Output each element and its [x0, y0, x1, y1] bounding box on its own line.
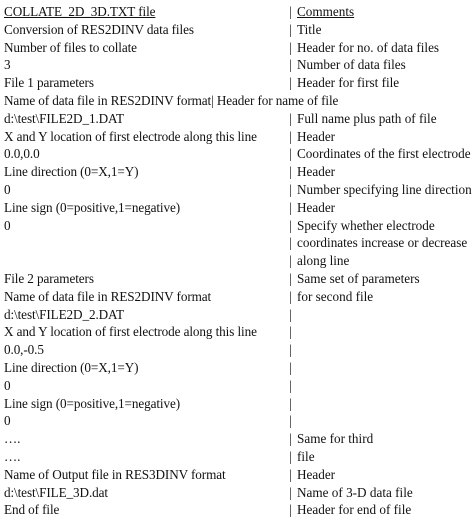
- column-separator: |: [289, 128, 292, 144]
- line-text: 0: [4, 413, 11, 429]
- line-text: ….: [4, 431, 21, 447]
- line-comment: Header for end of file: [297, 502, 412, 518]
- document-line: [4, 199, 472, 217]
- line-text: X and Y location of first electrode along this line: [4, 128, 257, 144]
- column-separator: |: [289, 395, 292, 411]
- column-separator: |: [289, 288, 292, 304]
- comments-heading: Comments: [297, 4, 355, 19]
- document-line: [4, 341, 472, 359]
- column-separator: |: [289, 342, 292, 358]
- line-text: Conversion of RES2DINV data files: [4, 21, 194, 37]
- line-text: X and Y location of first electrode along this line: [4, 324, 257, 340]
- document-page: [4, 3, 472, 519]
- column-separator: |: [289, 75, 292, 91]
- line-text: Name of data file in RES2DINV format: [4, 288, 212, 304]
- file-title: COLLATE_2D_3D.TXT file: [4, 4, 156, 19]
- column-separator: |: [289, 502, 292, 518]
- line-text: 0: [4, 377, 11, 393]
- document-line: [4, 145, 472, 163]
- line-comment: Header for first file: [297, 75, 400, 91]
- document-line: [4, 359, 472, 377]
- line-comment: file: [297, 448, 315, 464]
- column-separator: |: [289, 39, 292, 55]
- document-line: [4, 163, 472, 181]
- column-separator: |: [289, 484, 292, 500]
- document-line: [4, 39, 472, 57]
- document-line: [4, 484, 472, 502]
- line-comment: Same set of parameters: [297, 270, 420, 286]
- line-comment: along line: [297, 253, 350, 269]
- line-text: 0: [4, 217, 11, 233]
- line-comment: Title: [297, 21, 322, 37]
- line-comment: Header: [297, 466, 336, 482]
- column-separator: |: [289, 4, 292, 19]
- line-text: Line direction (0=X,1=Y): [4, 164, 139, 180]
- document-line: [4, 74, 472, 92]
- line-text: Line sign (0=positive,1=negative): [4, 395, 181, 411]
- line-comment: Number specifying line direction: [297, 181, 472, 197]
- line-text: 0.0,-0.5: [4, 342, 44, 358]
- document-line: [4, 92, 472, 110]
- column-separator: |: [289, 199, 292, 215]
- line-comment: Specify whether electrode: [297, 217, 435, 233]
- column-separator: |: [289, 217, 292, 233]
- document-line: [4, 466, 472, 484]
- column-separator: |: [289, 110, 292, 126]
- document-line: [4, 412, 472, 430]
- document-line: [4, 288, 472, 306]
- line-text: d:\test\FILE_3D.dat: [4, 484, 108, 500]
- line-comment: Header for no. of data files: [297, 39, 440, 55]
- line-text: 0: [4, 181, 11, 197]
- column-separator: |: [289, 21, 292, 37]
- column-separator: |: [289, 164, 292, 180]
- line-text: ….: [4, 448, 21, 464]
- line-text: Number of files to collate: [4, 39, 137, 55]
- document-line: [4, 448, 472, 466]
- document-line: [4, 217, 472, 235]
- document-line: [4, 270, 472, 288]
- line-comment: Header: [297, 199, 336, 215]
- line-text: d:\test\FILE2D_1.DAT: [4, 110, 124, 126]
- column-separator: |: [289, 146, 292, 162]
- column-separator: |: [289, 181, 292, 197]
- column-separator: |: [289, 448, 292, 464]
- document-line: [4, 377, 472, 395]
- line-text: d:\test\FILE2D_2.DAT: [4, 306, 124, 322]
- column-separator: |: [289, 253, 292, 269]
- line-comment: coordinates increase or decrease: [297, 235, 468, 251]
- column-separator: |: [289, 413, 292, 429]
- line-comment: Header: [297, 164, 336, 180]
- line-comment: Coordinates of the first electrode: [297, 146, 471, 162]
- line-comment: Full name plus path of file: [297, 110, 437, 126]
- column-separator: |: [289, 431, 292, 447]
- document-line: [4, 234, 472, 252]
- document-line: [4, 56, 472, 74]
- line-text: Line direction (0=X,1=Y): [4, 359, 139, 375]
- document-rows: [4, 21, 472, 519]
- column-separator: |: [289, 324, 292, 340]
- line-text: End of file: [4, 502, 60, 518]
- document-line: [4, 21, 472, 39]
- column-separator: |: [289, 57, 292, 73]
- line-comment: Number of data files: [297, 57, 406, 73]
- line-text: 0.0,0.0: [4, 146, 40, 162]
- line-comment: Same for third: [297, 431, 374, 447]
- document-line: [4, 252, 472, 270]
- line-comment: for second file: [297, 288, 374, 304]
- line-comment: Header: [297, 128, 336, 144]
- document-line: [4, 181, 472, 199]
- line-text: Line sign (0=positive,1=negative): [4, 199, 181, 215]
- document-line: [4, 430, 472, 448]
- column-separator: |: [289, 466, 292, 482]
- column-separator: |: [289, 270, 292, 286]
- document-line: [4, 323, 472, 341]
- line-text: Name of Output file in RES3DINV format: [4, 466, 226, 482]
- document-line: [4, 110, 472, 128]
- document-line: [4, 306, 472, 324]
- line-text: 3: [4, 57, 11, 73]
- line-comment: Name of 3-D data file: [297, 484, 413, 500]
- column-separator: |: [289, 359, 292, 375]
- column-separator: |: [289, 235, 292, 251]
- column-separator: |: [289, 306, 292, 322]
- document-line: [4, 395, 472, 413]
- document-line: [4, 501, 472, 519]
- line-text: Name of data file in RES2DINV format| Header for name of file: [4, 92, 339, 108]
- column-separator: |: [289, 377, 292, 393]
- header-row: [4, 3, 472, 21]
- line-text: File 2 parameters: [4, 270, 94, 286]
- document-line: [4, 128, 472, 146]
- line-text: File 1 parameters: [4, 75, 94, 91]
